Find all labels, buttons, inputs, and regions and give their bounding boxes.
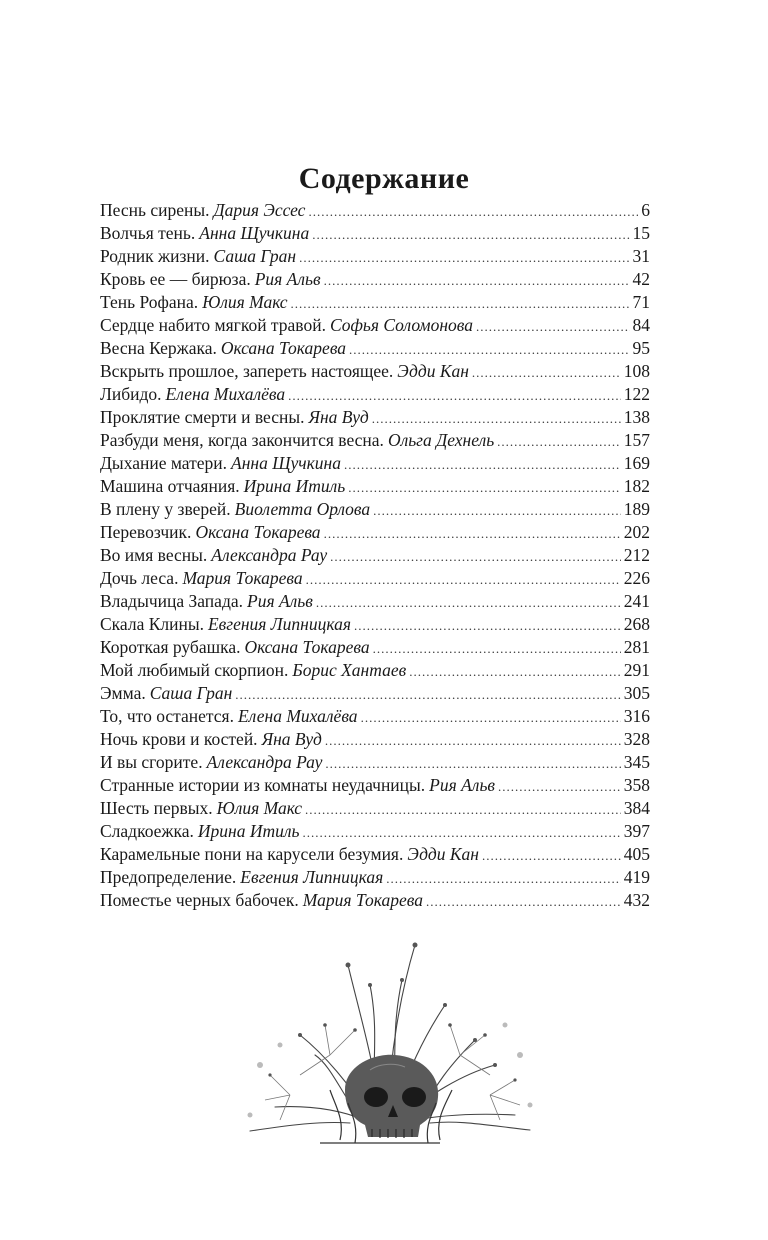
toc-entry-title: Вскрыть прошлое, запереть настоящее. (100, 361, 394, 381)
toc-entry-page-number: 182 (623, 476, 650, 496)
toc-entry-title: Эмма. (100, 683, 146, 703)
toc-entry (100, 659, 650, 682)
toc-entry (100, 889, 650, 912)
dot-leader (386, 867, 620, 890)
toc-entry-author: Юлия Макс (216, 798, 302, 818)
toc-entry-author: Ирина Итиль (197, 821, 300, 841)
toc-entry-author: Ирина Итиль (243, 476, 346, 496)
toc-entry-author: Эдди Кан (397, 361, 469, 381)
toc-entry-title: Кровь ее — бирюза. (100, 269, 251, 289)
dot-leader (472, 361, 621, 384)
toc-entry-title: Странные истории из комнаты неудачницы. (100, 775, 426, 795)
toc-entry-title: В плену у зверей. (100, 499, 231, 519)
toc-entry-page-number: 84 (632, 315, 650, 335)
toc-entry-author: Евгения Липницкая (207, 614, 351, 634)
toc-entry-title: Владычица Запада. (100, 591, 243, 611)
toc-entry-page-number: 122 (623, 384, 650, 404)
dot-leader (373, 637, 621, 660)
table-of-contents (100, 199, 650, 912)
toc-entry-title: Дочь леса. (100, 568, 179, 588)
dot-leader (325, 752, 620, 775)
toc-entry (100, 245, 650, 268)
dot-leader (324, 522, 621, 545)
toc-entry-page-number: 316 (623, 706, 650, 726)
toc-entry-title: Шесть первых. (100, 798, 213, 818)
toc-entry (100, 544, 650, 567)
toc-entry-page-number: 268 (623, 614, 650, 634)
toc-entry-title: И вы сгорите. (100, 752, 203, 772)
dot-leader (308, 200, 638, 223)
toc-entry-title: Предопределение. (100, 867, 237, 887)
toc-entry (100, 383, 650, 406)
toc-entry-page-number: 31 (632, 246, 650, 266)
toc-entry-page-number: 138 (623, 407, 650, 427)
toc-entry (100, 866, 650, 889)
dot-leader (306, 568, 621, 591)
dot-leader (235, 683, 620, 706)
toc-entry-author: Софья Соломонова (329, 315, 474, 335)
toc-entry-page-number: 6 (641, 200, 650, 220)
dot-leader (497, 430, 621, 453)
dot-leader (482, 844, 621, 867)
toc-entry-author: Рия Альв (254, 269, 321, 289)
toc-entry-page-number: 189 (623, 499, 650, 519)
toc-entry-page-number: 15 (632, 223, 650, 243)
toc-entry-title: Песнь сирены. (100, 200, 210, 220)
toc-entry-page-number: 432 (623, 890, 650, 910)
dot-leader (316, 591, 621, 614)
toc-entry-author: Мария Токарева (302, 890, 423, 910)
toc-entry (100, 498, 650, 521)
toc-entry (100, 429, 650, 452)
toc-entry (100, 452, 650, 475)
dot-leader (312, 223, 629, 246)
toc-entry-author: Оксана Токарева (220, 338, 347, 358)
toc-entry-title: Сердце набито мягкой травой. (100, 315, 326, 335)
toc-entry (100, 291, 650, 314)
toc-entry (100, 475, 650, 498)
toc-entry-title: Перевозчик. (100, 522, 192, 542)
toc-entry-author: Анна Щучкина (199, 223, 310, 243)
dot-leader (324, 269, 630, 292)
toc-entry-page-number: 241 (623, 591, 650, 611)
toc-entry-author: Анна Щучкина (231, 453, 341, 473)
toc-entry (100, 521, 650, 544)
dot-leader (476, 315, 629, 338)
toc-entry (100, 222, 650, 245)
toc-entry (100, 406, 650, 429)
dot-leader (344, 453, 621, 476)
toc-entry (100, 360, 650, 383)
toc-entry-title: Волчья тень. (100, 223, 196, 243)
dot-leader (498, 775, 621, 798)
dot-leader (288, 384, 621, 407)
toc-entry-author: Ольга Дехнель (387, 430, 495, 450)
dot-leader (348, 476, 621, 499)
toc-entry-page-number: 42 (632, 269, 650, 289)
dot-leader (291, 292, 630, 315)
toc-entry (100, 751, 650, 774)
toc-entry (100, 337, 650, 360)
toc-entry-author: Евгения Липницкая (240, 867, 384, 887)
dot-leader (330, 545, 621, 568)
toc-entry-page-number: 291 (623, 660, 650, 680)
toc-entry-page-number: 328 (623, 729, 650, 749)
toc-entry-title: Сладкоежка. (100, 821, 194, 841)
toc-entry-page-number: 305 (623, 683, 650, 703)
toc-entry-title: Мой любимый скорпион. (100, 660, 289, 680)
dot-leader (302, 821, 620, 844)
toc-entry-author: Дария Эссес (213, 200, 306, 220)
dot-leader (426, 890, 621, 913)
toc-entry (100, 567, 650, 590)
toc-entry (100, 682, 650, 705)
toc-entry-author: Эдди Кан (407, 844, 479, 864)
toc-entry-page-number: 108 (623, 361, 650, 381)
toc-entry (100, 820, 650, 843)
toc-entry-page-number: 397 (623, 821, 650, 841)
skull-wildflowers-icon (230, 925, 550, 1155)
toc-entry (100, 590, 650, 613)
toc-entry (100, 797, 650, 820)
toc-entry-title: Во имя весны. (100, 545, 208, 565)
toc-entry-page-number: 358 (623, 775, 650, 795)
toc-entry (100, 705, 650, 728)
toc-entry-page-number: 281 (623, 637, 650, 657)
toc-entry-title: Карамельные пони на карусели безумия. (100, 844, 404, 864)
dot-leader (373, 499, 621, 522)
toc-entry-author: Рия Альв (429, 775, 496, 795)
toc-entry-title: Весна Кержака. (100, 338, 217, 358)
toc-entry-author: Елена Михалёва (165, 384, 286, 404)
toc-entry-author: Яна Вуд (261, 729, 322, 749)
toc-entry (100, 636, 650, 659)
toc-entry-title: Короткая рубашка. (100, 637, 241, 657)
toc-entry-title: Проклятие смерти и весны. (100, 407, 305, 427)
toc-entry-author: Оксана Токарева (244, 637, 370, 657)
toc-entry-page-number: 212 (623, 545, 650, 565)
toc-entry (100, 843, 650, 866)
dot-leader (354, 614, 621, 637)
toc-entry-title: Скала Клины. (100, 614, 204, 634)
toc-entry-author: Борис Хантаев (292, 660, 407, 680)
toc-entry (100, 774, 650, 797)
toc-entry-author: Саша Гран (149, 683, 233, 703)
toc-entry-title: Родник жизни. (100, 246, 210, 266)
toc-entry-page-number: 419 (623, 867, 650, 887)
toc-entry-page-number: 345 (623, 752, 650, 772)
toc-entry-title: Либидо. (100, 384, 162, 404)
toc-entry-title: Ночь крови и костей. (100, 729, 258, 749)
toc-entry-page-number: 202 (623, 522, 650, 542)
toc-entry-page-number: 95 (632, 338, 650, 358)
toc-entry-author: Оксана Токарева (195, 522, 321, 542)
toc-entry-page-number: 71 (632, 292, 650, 312)
toc-entry-author: Виолетта Орлова (234, 499, 371, 519)
toc-entry-author: Саша Гран (213, 246, 297, 266)
toc-entry-title: Машина отчаяния. (100, 476, 240, 496)
toc-entry-title: Тень Рофана. (100, 292, 199, 312)
toc-entry (100, 314, 650, 337)
dot-leader (349, 338, 629, 361)
toc-entry-page-number: 384 (623, 798, 650, 818)
toc-entry-author: Александра Рау (206, 752, 323, 772)
toc-entry-page-number: 226 (623, 568, 650, 588)
page-title: Содержание (298, 162, 470, 196)
toc-entry-author: Александра Рау (211, 545, 328, 565)
toc-entry (100, 613, 650, 636)
toc-entry (100, 199, 650, 222)
toc-entry-title: Дыхание матери. (100, 453, 228, 473)
dot-leader (325, 729, 621, 752)
dot-leader (409, 660, 621, 683)
toc-entry-page-number: 405 (623, 844, 650, 864)
dot-leader (305, 798, 621, 821)
dot-leader (299, 246, 629, 269)
toc-entry-title: Поместье черных бабочек. (100, 890, 299, 910)
toc-entry-author: Яна Вуд (308, 407, 369, 427)
toc-entry-author: Мария Токарева (182, 568, 303, 588)
toc-entry-page-number: 169 (623, 453, 650, 473)
dot-leader (361, 706, 621, 729)
toc-entry (100, 268, 650, 291)
toc-entry-author: Юлия Макс (202, 292, 288, 312)
toc-entry-title: То, что останется. (100, 706, 234, 726)
dot-leader (372, 407, 621, 430)
toc-entry-author: Елена Михалёва (237, 706, 358, 726)
toc-entry (100, 728, 650, 751)
toc-entry-page-number: 157 (623, 430, 650, 450)
toc-entry-title: Разбуди меня, когда закончится весна. (100, 430, 384, 450)
toc-entry-author: Рия Альв (247, 591, 313, 611)
